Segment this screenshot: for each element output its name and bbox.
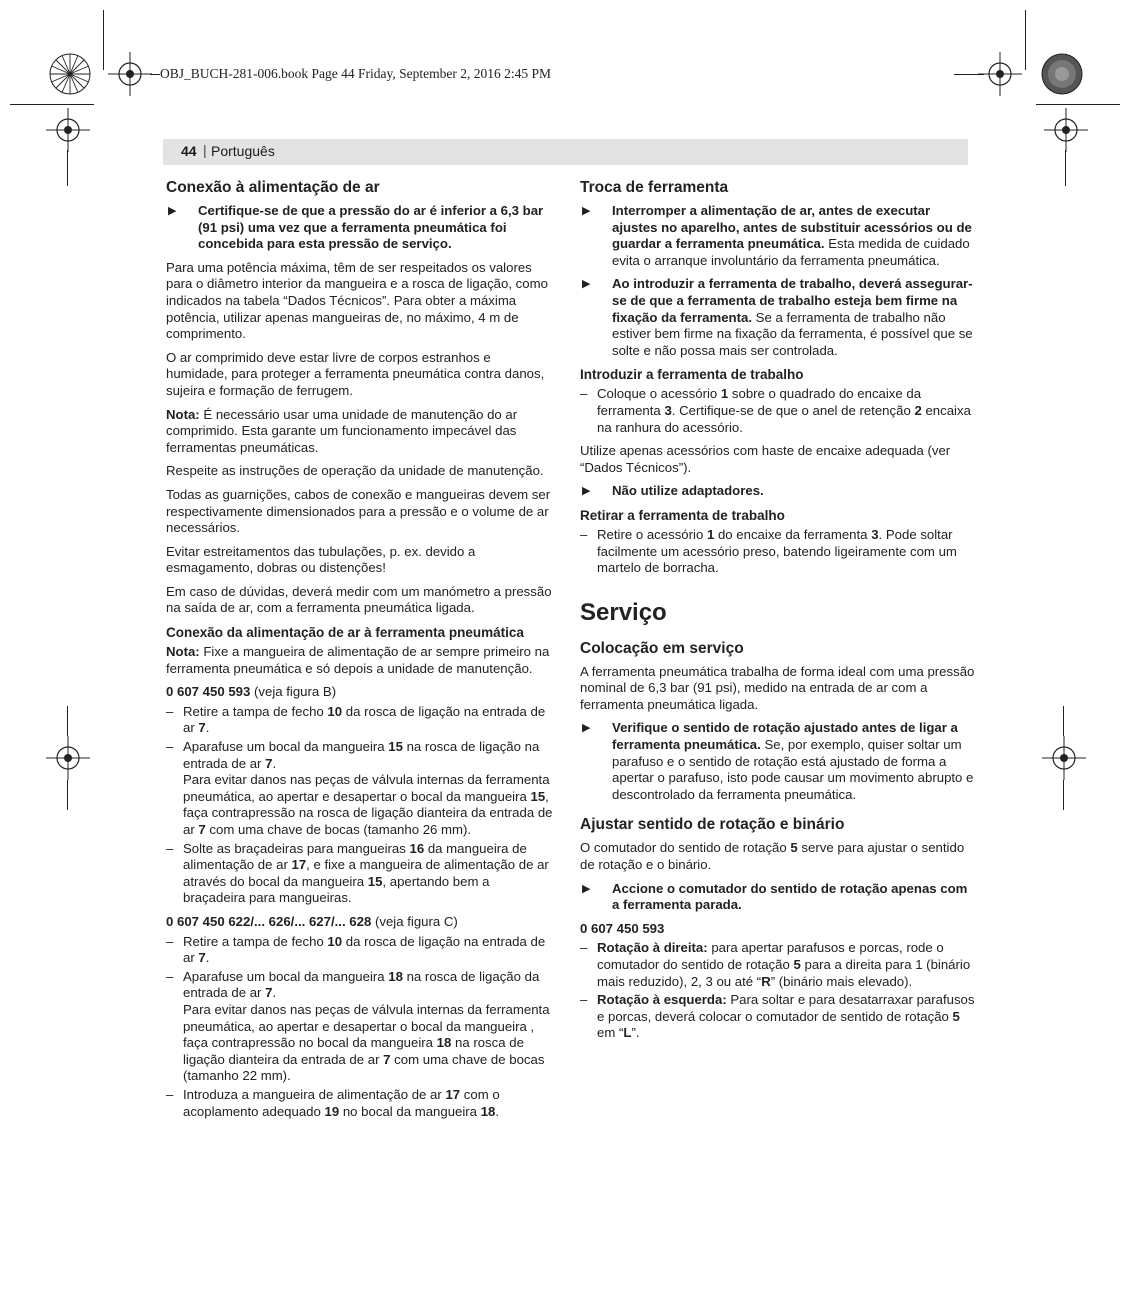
trim-line bbox=[67, 150, 68, 186]
paragraph: Evitar estreitamentos das tubulações, p. ex. devido a esmagamento, dobras ou distenções! bbox=[166, 543, 476, 576]
step-item: – Introduza a mangueira de alimentação de ar 17 com o acoplamento adequado 19 no bocal da mangueira 18. bbox=[166, 1086, 500, 1119]
section-heading: Colocação em serviço bbox=[580, 639, 744, 657]
warning-item: ▶ Ao introduzir a ferramenta de trabalho, deverá assegurar-se de que a ferramenta de trabalho esteja bem firme na fixação da ferramenta. Se a ferramenta de trabalho não estiver bem firme na fixação da ferramenta, é possível que se solte e não possa mais ser controlada. bbox=[582, 276, 973, 358]
trim-line bbox=[1025, 10, 1026, 70]
trim-line bbox=[1063, 780, 1064, 810]
model-number: 0 607 450 593 bbox=[580, 920, 665, 936]
note: Nota: Fixe a mangueira de alimentação de ar sempre primeiro na ferramenta pneumática e só depois a unidade de manutenção. bbox=[166, 644, 550, 676]
bullet-arrow-icon: ▶ bbox=[168, 205, 177, 217]
trim-line bbox=[103, 10, 104, 70]
right-column bbox=[580, 178, 978, 1044]
section-heading: Ajustar sentido de rotação e binário bbox=[580, 816, 845, 834]
section-heading: Troca de ferramenta bbox=[580, 179, 729, 196]
page-number: 44 bbox=[181, 143, 197, 159]
paragraph: Todas as guarnições, cabos de conexão e mangueiras devem ser respectivamente dimensionados para a pressão e o volume de ar necessários. bbox=[166, 486, 551, 536]
warning-item: ▶ Não utilize adaptadores. bbox=[582, 483, 764, 499]
header-separator: | bbox=[203, 142, 207, 158]
warning-text: Certifique-se de que a pressão do ar é inferior a 6,3 bar (91 psi) uma vez que a ferramenta pneumática foi concebida para esta pressão de serviço. bbox=[198, 203, 544, 252]
crosshair-mark-icon bbox=[978, 52, 1022, 96]
subsection-heading: Conexão da alimentação de ar à ferramenta pneumática bbox=[166, 625, 524, 641]
model-number: 0 607 450 622/... 626/... 627/... 628 (veja figura C) bbox=[166, 913, 458, 929]
step-item: – Retire o acessório 1 do encaixe da ferramenta 3. Pode soltar facilmente um acessório preso, batendo ligeiramente com um martelo de borracha. bbox=[580, 526, 957, 576]
chapter-heading: Serviço bbox=[580, 598, 667, 626]
paragraph: Para uma potência máxima, têm de ser respeitados os valores para o diâmetro interior da mangueira e a rosca de ligação, como indicados na tabela “Dados Técnicos”. Para obter a máxima potência, utilizar apenas mangueiras de, no máximo, 4 m de comprimento. bbox=[166, 259, 548, 342]
warning-item: ▶ Accione o comutador do sentido de rotação apenas com a ferramenta parada. bbox=[582, 880, 968, 913]
paragraph: Utilize apenas acessórios com haste de encaixe adequada (ver “Dados Técnicos”). bbox=[580, 443, 951, 475]
registration-mark-icon bbox=[48, 52, 92, 96]
paragraph: Em caso de dúvidas, deverá medir com um manómetro a pressão na saída de ar, com a ferramenta pneumática ligada. bbox=[166, 583, 552, 616]
page-header bbox=[163, 139, 968, 165]
paragraph: O ar comprimido deve estar livre de corpos estranhos e humidade, para proteger a ferramenta pneumática contra danos, sujeira e formação de ferrugem. bbox=[166, 349, 545, 398]
trim-line bbox=[1036, 104, 1120, 105]
bullet-arrow-icon: ▶ bbox=[582, 882, 591, 895]
left-column bbox=[166, 178, 553, 1122]
trim-line bbox=[954, 74, 984, 75]
step-item: – Aparafuse um bocal da mangueira 15 na rosca de ligação na entrada de ar 7. Para evitar danos nas peças de válvula internas da ferramenta pneumática, ao apertar e desapertar o bocal da mangueira 15, faça contrapressão na rosca de ligação dianteira da entrada de ar 7 com uma chave de bocas (tamanho 26 mm). bbox=[166, 739, 553, 837]
language-label: Português bbox=[211, 143, 275, 159]
section-heading: Conexão à alimentação de ar bbox=[166, 179, 380, 196]
step-item: – Retire a tampa de fecho 10 da rosca de ligação na entrada de ar 7. bbox=[166, 933, 546, 966]
bullet-arrow-icon: ▶ bbox=[582, 278, 591, 291]
bullet-arrow-icon: ▶ bbox=[582, 485, 591, 498]
step-item: – Retire a tampa de fecho 10 da rosca de ligação na entrada de ar 7. bbox=[166, 703, 546, 736]
crosshair-mark-icon bbox=[46, 108, 90, 152]
warning-item bbox=[166, 203, 553, 253]
step-item: – Coloque o acessório 1 sobre o quadrado do encaixe da ferramenta 3. Certifique-se de que o anel de retenção 2 encaixa na ranhura do acessório. bbox=[580, 386, 971, 435]
trim-line bbox=[67, 780, 68, 810]
print-file-header: OBJ_BUCH-281-006.book Page 44 Friday, September 2, 2016 2:45 PM bbox=[160, 66, 551, 81]
crosshair-mark-icon bbox=[1042, 736, 1086, 780]
paragraph: A ferramenta pneumática trabalha de forma ideal com uma pressão nominal de 6,3 bar (91 psi), medido na entrada de ar com a ferramenta pneumática ligada. bbox=[580, 663, 975, 712]
crosshair-mark-icon bbox=[108, 52, 152, 96]
crosshair-mark-icon bbox=[46, 736, 90, 780]
subsection-heading: Retirar a ferramenta de trabalho bbox=[580, 507, 785, 523]
paragraph: O comutador do sentido de rotação 5 serve para ajustar o sentido de rotação e o binário. bbox=[580, 840, 965, 873]
subsection-heading: Introduzir a ferramenta de trabalho bbox=[580, 367, 804, 383]
trim-line bbox=[10, 104, 94, 105]
bullet-arrow-icon: ▶ bbox=[582, 722, 591, 735]
step-item: – Solte as braçadeiras para mangueiras 16 da mangueira de alimentação de ar 17, e fixe a mangueira de alimentação de ar através do bocal da mangueira 15, apertando bem a braçadeira para mangueiras. bbox=[166, 840, 549, 906]
note: Nota: É necessário usar uma unidade de manutenção do ar comprimido. Esta garante um funcionamento impecável das ferramentas pneumáticas. bbox=[166, 406, 518, 455]
crosshair-mark-icon bbox=[1044, 108, 1088, 152]
step-item: – Aparafuse um bocal da mangueira 18 na rosca de ligação da entrada de ar 7. Para evitar danos nas peças de válvula internas da ferramenta pneumática, ao apertar e desapertar o bocal da mangueira , faça contrapressão no bocal da mangueira 18 na rosca de ligação dianteira da entrada de ar 7 com uma chave de bocas (tamanho 22 mm). bbox=[166, 968, 550, 1084]
step-item: – Rotação à esquerda: Para soltar e para desatarraxar parafusos e porcas, deverá colocar o comutador de sentido de rotação 5 em “L”. bbox=[580, 992, 975, 1041]
trim-line bbox=[150, 74, 160, 75]
step-item: – Rotação à direita: para apertar parafusos e porcas, rode o comutador do sentido de rotação 5 para a direita para 1 (binário mais reduzido), 2, 3 ou até “R” (binário mais elevado). bbox=[580, 940, 971, 989]
bullet-arrow-icon: ▶ bbox=[582, 205, 591, 217]
paragraph: Respeite as instruções de operação da unidade de manutenção. bbox=[166, 463, 544, 479]
trim-line bbox=[1063, 706, 1064, 736]
model-number: 0 607 450 593 (veja figura B) bbox=[166, 684, 337, 700]
registration-mark-icon bbox=[1040, 52, 1084, 96]
warning-item: ▶ Interromper a alimentação de ar, antes de executar ajustes no aparelho, antes de substituir acessórios ou de guardar a ferramenta pneumática. Esta medida de cuidado evita o arranque involuntário da ferramenta pneumática. bbox=[582, 203, 972, 268]
trim-line bbox=[1065, 150, 1066, 186]
trim-line bbox=[67, 706, 68, 736]
warning-item: ▶ Verifique o sentido de rotação ajustado antes de ligar a ferramenta pneumática. Se, por exemplo, quiser soltar um parafuso e o sentido de rotação está ajustado de forma a apertar o parafuso, isto pode causar um movimento abrupto e descontrolado da ferramenta pneumática. bbox=[582, 720, 974, 802]
